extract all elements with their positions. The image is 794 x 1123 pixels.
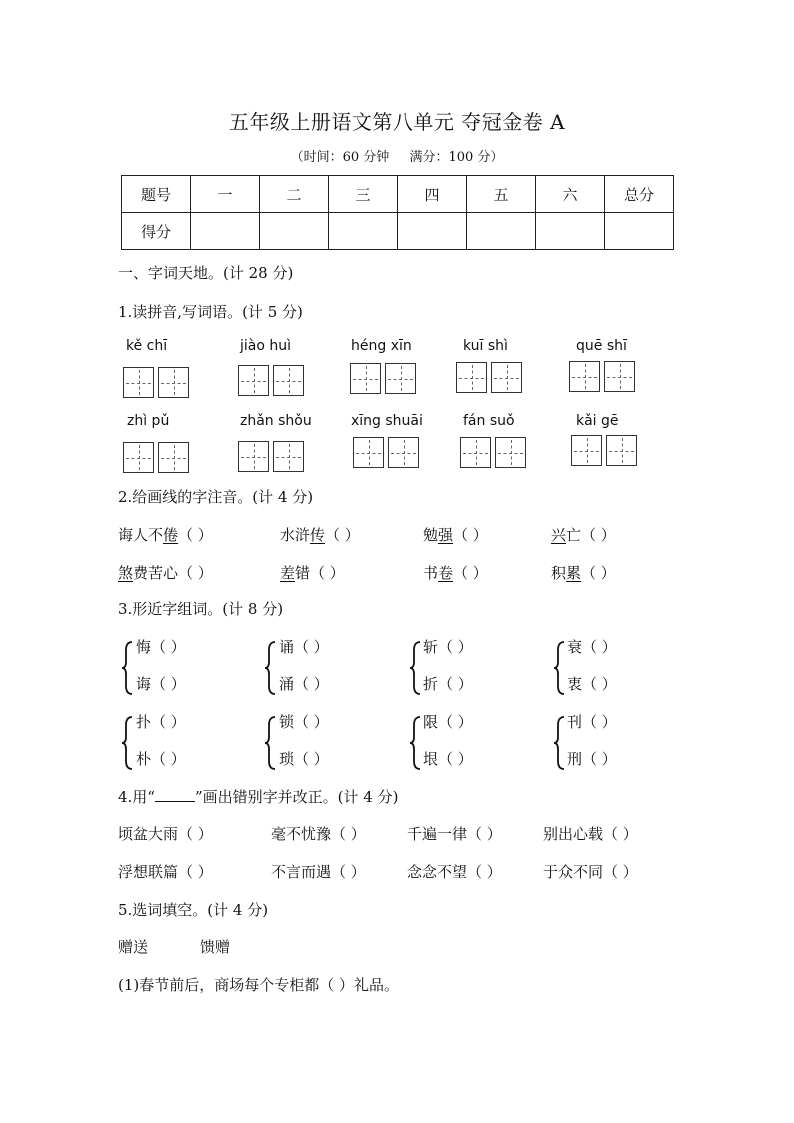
writing-box[interactable] (350, 363, 381, 394)
score-table (121, 175, 674, 250)
writing-box[interactable] (495, 437, 526, 468)
writing-box[interactable] (273, 365, 304, 396)
writing-box[interactable] (606, 435, 637, 466)
pinyin-label: kě chī (126, 338, 168, 354)
annotate-item: 积累（ ） (551, 564, 616, 582)
writing-box[interactable] (273, 441, 304, 472)
underlined-char: 差 (280, 564, 296, 582)
pinyin-label: héng xīn (351, 338, 412, 354)
word-option: 馈赠 (200, 938, 231, 956)
writing-box[interactable] (158, 442, 189, 473)
writing-box[interactable] (460, 437, 491, 468)
score-input-cell[interactable] (398, 213, 467, 250)
answer-blank[interactable]: 错（ ） (295, 564, 345, 582)
annotate-item (280, 562, 345, 583)
annotate-item (118, 562, 213, 583)
score-table-cell: 总分 (605, 176, 674, 213)
brace-icon (409, 640, 421, 696)
answer-blank[interactable]: （ ） (325, 526, 360, 544)
word-option: 赠送 (118, 938, 149, 956)
question-title: 2.给画线的字注音。(计 4 分) (118, 488, 314, 506)
writing-box[interactable] (123, 367, 154, 398)
score-table-cell: 五 (467, 176, 536, 213)
correction-item[interactable]: 浮想联篇（ ） (118, 863, 213, 881)
pinyin-label: quē shī (576, 338, 627, 354)
underlined-char: 卷 (438, 564, 454, 582)
writing-grid (350, 363, 416, 394)
correction-item[interactable]: 别出心载（ ） (543, 825, 638, 843)
correction-item[interactable]: 毫不忧豫（ ） (271, 825, 366, 843)
writing-box[interactable] (238, 365, 269, 396)
score-table-cell: 六 (536, 176, 605, 213)
writing-grid (353, 437, 419, 468)
pinyin-label: zhǎn shǒu (240, 413, 312, 429)
score-table-header-row (122, 176, 674, 213)
question-title: 4.用“ ”画出错别字并改正。(计 4 分) (118, 788, 399, 806)
writing-box[interactable] (491, 362, 522, 393)
correction-item[interactable]: 不言而遇（ ） (271, 863, 366, 881)
writing-box[interactable] (353, 437, 384, 468)
word-item[interactable]: 诲（ ） (136, 675, 186, 693)
word-item[interactable]: 衰（ ） (567, 638, 617, 656)
writing-grid (460, 437, 526, 468)
writing-box[interactable] (604, 361, 635, 392)
annotate-item: 书卷（ ） (423, 564, 488, 582)
word-item[interactable]: 限（ ） (423, 713, 473, 731)
word-item[interactable]: 衷（ ） (567, 675, 617, 693)
writing-box[interactable] (123, 442, 154, 473)
pinyin-label: jiào huì (240, 338, 292, 354)
writing-grid (569, 361, 635, 392)
writing-box[interactable] (238, 441, 269, 472)
writing-grid (238, 365, 304, 396)
score-table-cell: 四 (398, 176, 467, 213)
word-item[interactable]: 朴（ ） (136, 750, 186, 768)
answer-blank[interactable]: 亡（ ） (566, 526, 616, 544)
score-input-cell[interactable] (191, 213, 260, 250)
writing-box[interactable] (385, 363, 416, 394)
score-table-cell: 一 (191, 176, 260, 213)
score-table-cell: 二 (260, 176, 329, 213)
word-item[interactable]: 斩（ ） (423, 638, 473, 656)
correction-item[interactable]: 念念不望（ ） (407, 863, 502, 881)
exam-time: （时间：60 分钟 (290, 150, 390, 165)
score-input-cell[interactable] (605, 213, 674, 250)
score-input-cell[interactable] (536, 213, 605, 250)
brace-icon (553, 715, 565, 771)
annotate-item: 勉强（ ） (423, 526, 488, 544)
pinyin-label: zhì pǔ (127, 413, 170, 429)
annotate-item (551, 524, 616, 545)
writing-grid (571, 435, 637, 466)
brace-icon (553, 640, 565, 696)
word-item[interactable]: 折（ ） (423, 675, 473, 693)
score-input-cell[interactable] (467, 213, 536, 250)
pinyin-label: kǎi gē (576, 413, 619, 429)
underlined-char: 煞 (118, 564, 134, 582)
brace-icon (264, 640, 276, 696)
annotate-item: 水浒传（ ） (280, 526, 360, 544)
answer-blank[interactable]: （ ） (581, 564, 616, 582)
word-item[interactable]: 诵（ ） (279, 638, 329, 656)
writing-box[interactable] (569, 361, 600, 392)
pinyin-label: fán suǒ (463, 413, 515, 429)
underlined-char: 兴 (551, 526, 567, 544)
score-table-cell: 题号 (122, 176, 191, 213)
question-title: 3.形近字组词。(计 8 分) (118, 600, 284, 618)
score-input-cell[interactable] (329, 213, 398, 250)
word-item[interactable]: 锁（ ） (279, 713, 329, 731)
correction-item[interactable]: 千遍一律（ ） (407, 825, 502, 843)
word-item[interactable]: 琐（ ） (279, 750, 329, 768)
word-item[interactable]: 刑（ ） (567, 750, 617, 768)
score-table-cell: 三 (329, 176, 398, 213)
writing-box[interactable] (571, 435, 602, 466)
correction-item[interactable]: 于众不同（ ） (543, 863, 638, 881)
brace-icon (409, 715, 421, 771)
answer-blank[interactable]: 费苦心（ ） (133, 564, 213, 582)
writing-grid (123, 442, 189, 473)
underlined-char: 传 (310, 526, 326, 544)
writing-grid (123, 367, 189, 398)
underlined-char: 强 (438, 526, 454, 544)
answer-blank[interactable]: （ ） (453, 526, 488, 544)
underlined-char: 累 (566, 564, 582, 582)
brace-icon (121, 640, 133, 696)
fill-item[interactable]: (1)春节前后，商场每个专柜都（ ）礼品。 (118, 976, 400, 994)
word-item[interactable]: 垠（ ） (423, 750, 473, 768)
word-item[interactable]: 悔（ ） (136, 638, 186, 656)
page-title: 五年级上册语文第八单元 夺冠金卷 A (228, 110, 566, 134)
correction-item[interactable]: 顷盆大雨（ ） (118, 825, 213, 843)
brace-icon (264, 715, 276, 771)
exam-score: 满分：100 分） (409, 150, 504, 165)
score-table-score-row (122, 213, 674, 250)
word-item[interactable]: 涌（ ） (279, 675, 329, 693)
score-input-cell[interactable] (260, 213, 329, 250)
writing-grid (456, 362, 522, 393)
brace-icon (121, 715, 133, 771)
word-item[interactable]: 刊（ ） (567, 713, 617, 731)
question-title: 5.选词填空。(计 4 分) (118, 901, 269, 919)
annotate-item: 诲人不倦（ ） (118, 526, 213, 544)
answer-blank[interactable]: （ ） (178, 526, 213, 544)
writing-box[interactable] (158, 367, 189, 398)
exam-info (0, 146, 794, 165)
answer-blank[interactable]: （ ） (453, 564, 488, 582)
score-table-cell: 得分 (122, 213, 191, 250)
underline-sample (155, 787, 195, 802)
word-item[interactable]: 扑（ ） (136, 713, 186, 731)
question-title: 1.读拼音,写词语。(计 5 分) (118, 303, 303, 321)
writing-box[interactable] (456, 362, 487, 393)
pinyin-label: xīng shuāi (351, 413, 423, 429)
pinyin-label: kuī shì (463, 338, 508, 354)
section-title: 一、字词天地。(计 28 分) (118, 264, 294, 282)
writing-grid (238, 441, 304, 472)
writing-box[interactable] (388, 437, 419, 468)
underlined-char: 倦 (163, 526, 179, 544)
